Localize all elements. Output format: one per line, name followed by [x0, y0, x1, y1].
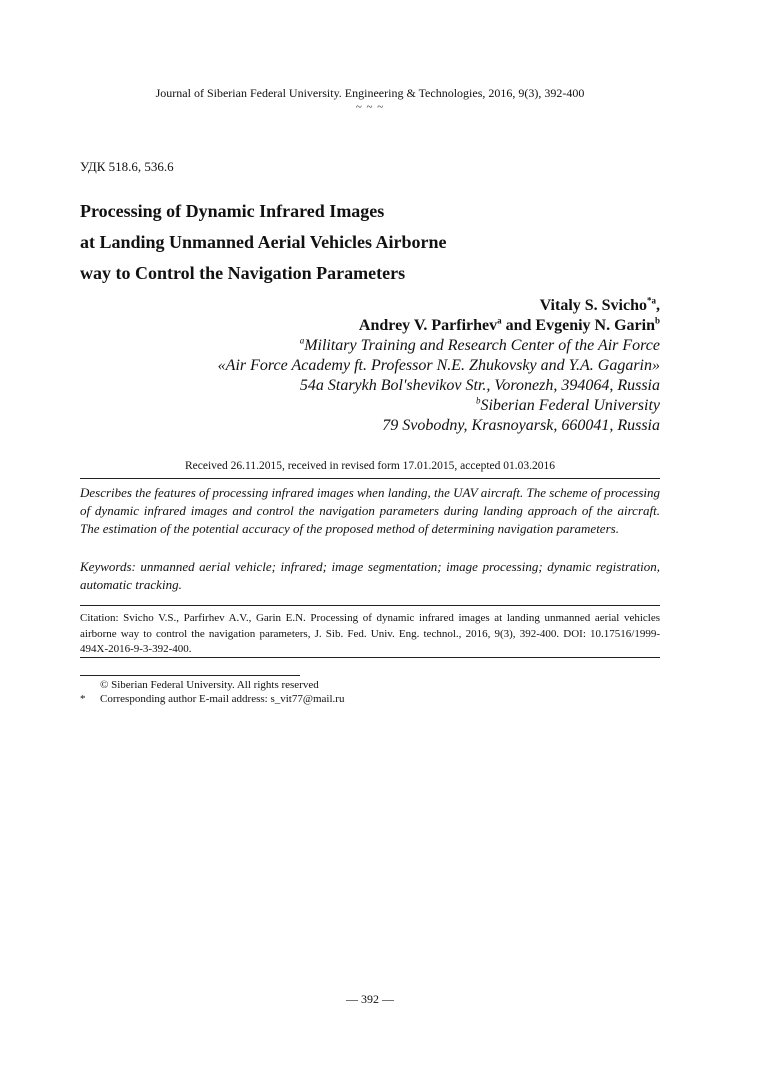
footnote-mark: * — [80, 693, 86, 705]
page-number: — 392 — — [346, 992, 394, 1006]
footnote-mark — [80, 678, 100, 692]
author-block — [100, 296, 660, 436]
author-affiliation-mark: a — [497, 315, 502, 326]
header-ornament: ~ ~ ~ — [355, 101, 385, 113]
received-dates: Received 26.11.2015, received in revised form 17.01.2015, accepted 01.03.2016 — [184, 460, 556, 472]
affiliation-line — [100, 416, 660, 436]
affiliation-line — [100, 396, 660, 416]
footnote-copyright — [80, 678, 660, 692]
affiliation-line — [100, 336, 660, 356]
affiliation-line — [100, 376, 660, 396]
title-line: at Landing Unmanned Aerial Vehicles Airborne — [80, 232, 447, 252]
affiliation-text: 54a Starykh Bol'shevikov Str., Voronezh, 394064, Russia — [299, 377, 660, 394]
title-line: Processing of Dynamic Infrared Images — [80, 201, 385, 221]
abstract: Describes the features of processing infrared images when landing, the UAV aircraft. The scheme of processing of dynamic infrared images and control the navigation parameters during landing approach of the aircraft. The estimation of the potential accuracy of the proposed method of determining navigation parameters. — [80, 485, 660, 536]
author-name: Vitaly S. Svicho — [539, 297, 647, 314]
journal-header: Journal of Siberian Federal University. Engineering & Technologies, 2016, 9(3), 392-400 — [155, 86, 585, 100]
footnote-corresponding-author — [80, 692, 660, 706]
footnotes — [80, 678, 660, 706]
title-line: way to Control the Navigation Parameters — [80, 263, 406, 283]
author-affiliation-mark: *a — [647, 295, 656, 306]
author-joiner: and — [501, 317, 536, 334]
affiliation-text: Siberian Federal University — [480, 397, 660, 414]
affiliation-line — [100, 356, 660, 376]
affiliation-text: 79 Svobodny, Krasnoyarsk, 660041, Russia — [382, 417, 660, 434]
author-separator: , — [656, 297, 660, 314]
citation: Citation: Svicho V.S., Parfirhev A.V., Garin E.N. Processing of dynamic infrared images at landing unmanned aerial vehicles airborne way to control the navigation parameters, J. Sib. Fed. Univ. Eng. technol., 2016, 9(3), 392-400. DOI: 10.17516/1999-494X-2016-9-3-392-400. — [80, 612, 660, 655]
keywords: Keywords: unmanned aerial vehicle; infrared; image segmentation; image processing; dynamic registration, automatic tracking. — [80, 559, 660, 592]
author-affiliation-mark: b — [654, 315, 660, 326]
affiliation-text: «Air Force Academy ft. Professor N.E. Zhukovsky and Y.A. Gagarin» — [217, 357, 660, 374]
author-line — [100, 316, 660, 336]
affiliation-mark: b — [475, 395, 481, 406]
udc-code: УДК 518.6, 536.6 — [80, 159, 174, 174]
footnote-text: © Siberian Federal University. All rights reserved — [100, 679, 319, 691]
footnote-text: Corresponding author E-mail address: s_vit77@mail.ru — [100, 693, 345, 705]
author-name: Andrey V. Parfirhev — [358, 317, 498, 334]
divider-citation-bottom — [80, 657, 660, 658]
author-name: Evgeniy N. Garin — [535, 317, 655, 334]
divider-top — [80, 478, 660, 479]
affiliation-text: Military Training and Research Center of the Air Force — [304, 337, 660, 354]
divider-citation-top — [80, 605, 660, 606]
footnote-divider — [80, 675, 300, 676]
author-line — [100, 296, 660, 316]
affiliation-mark: a — [299, 335, 305, 346]
paper-title — [80, 196, 680, 289]
